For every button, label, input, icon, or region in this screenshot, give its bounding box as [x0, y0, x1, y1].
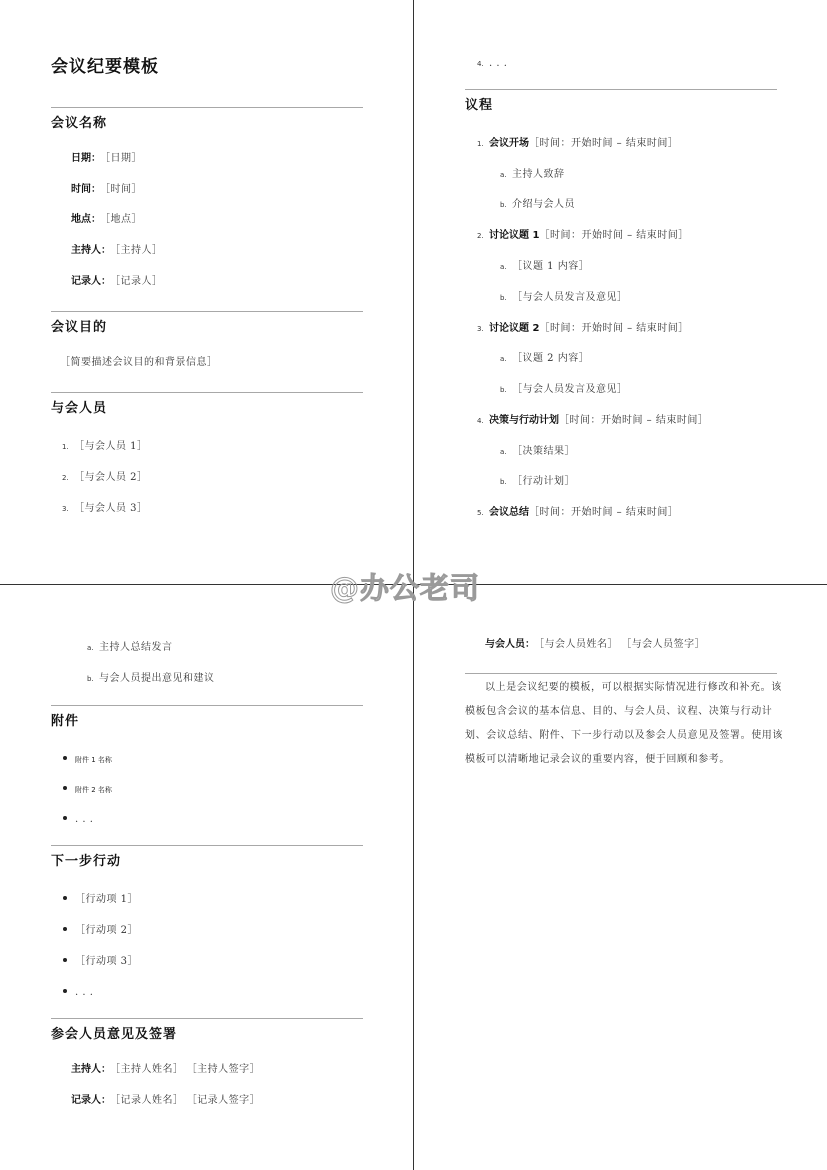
closing-paragraph: 以上是会议纪要的模板，可以根据实际情况进行修改和补充。该模板包含会议的基本信息、目的、与会人员、议程、决策与行动计划、会议总结、附件、下一步行动以及参会人员意见及签署。使用该模板可以清晰地记录会议的重要内容，便于回顾和参考。	[465, 682, 783, 765]
agenda-subitem	[500, 469, 575, 488]
agenda-item	[477, 223, 689, 242]
agenda-subitem	[500, 192, 575, 211]
agenda-sub-letter: b.	[500, 201, 507, 209]
agenda-sub-letter: a.	[500, 263, 507, 271]
agenda-title: 讨论议题 2	[489, 323, 540, 334]
agenda-subitem	[500, 377, 628, 396]
place-value: ［地点］	[105, 214, 142, 225]
bullet-icon	[63, 756, 67, 760]
next-steps-heading: 下一步行动	[51, 854, 122, 869]
agenda-number: 3.	[477, 325, 484, 333]
agenda-sub-text: ［与会人员发言及意见］	[512, 292, 628, 303]
attendee-text: ［与会人员 1］	[74, 441, 148, 452]
host-signature-label: 主持人：	[71, 1064, 111, 1075]
attachment-text: . . .	[75, 814, 94, 825]
host-value: ［主持人］	[115, 245, 163, 256]
agenda-subitem	[500, 254, 589, 273]
list-item	[63, 980, 93, 999]
date-field	[71, 149, 142, 164]
host-name: ［主持人姓名］	[115, 1064, 184, 1075]
recorder-field	[71, 272, 163, 287]
bullet-icon	[63, 927, 67, 931]
action-text: ［行动项 3］	[75, 956, 139, 967]
agenda-title: 决策与行动计划	[489, 415, 559, 426]
place-field	[71, 210, 142, 225]
agenda-sub-text: ［决策结果］	[512, 446, 575, 457]
attachment-text: 附件 2 名称	[75, 786, 112, 794]
host-sign: ［主持人签字］	[186, 1064, 261, 1075]
recorder-label: 记录人：	[71, 276, 111, 287]
agenda-time: ［时间：开始时间 – 结束时间］	[529, 138, 679, 149]
agenda-subitem	[87, 635, 173, 654]
recorder-name: ［记录人姓名］	[115, 1095, 184, 1106]
bullet-icon	[63, 896, 67, 900]
action-text: ［行动项 1］	[75, 894, 139, 905]
host-field	[71, 241, 163, 256]
recorder-signature-row	[71, 1091, 260, 1106]
agenda-time: ［时间：开始时间 – 结束时间］	[559, 415, 709, 426]
time-label: 时间：	[71, 184, 101, 195]
agenda-sub-letter: a.	[500, 171, 507, 179]
attendee-sign: ［与会人员签字］	[621, 639, 706, 650]
section-rule	[465, 673, 777, 674]
list-item	[63, 887, 138, 906]
attendees-heading: 与会人员	[51, 401, 108, 416]
recorder-value: ［记录人］	[115, 276, 163, 287]
place-label: 地点：	[71, 214, 101, 225]
agenda-item	[477, 131, 678, 150]
agenda-sub-text: ［与会人员发言及意见］	[512, 384, 628, 395]
attendee-text: ［与会人员 3］	[74, 503, 148, 514]
host-label: 主持人：	[71, 245, 111, 256]
agenda-time: ［时间：开始时间 – 结束时间］	[539, 323, 689, 334]
agenda-subitem	[500, 162, 565, 181]
list-item	[63, 777, 112, 796]
list-item	[63, 807, 93, 826]
list-item	[63, 949, 138, 968]
section-rule	[51, 311, 363, 312]
agenda-time: ［时间：开始时间 – 结束时间］	[539, 230, 689, 241]
attendee-signature-label: 与会人员：	[485, 639, 535, 650]
agenda-sub-letter: b.	[500, 478, 507, 486]
section-rule	[51, 1018, 363, 1019]
time-field	[71, 180, 142, 195]
agenda-sub-letter: a.	[87, 644, 94, 652]
agenda-sub-text: 主持人致辞	[512, 169, 565, 180]
host-signature-row	[71, 1060, 260, 1075]
agenda-sub-letter: b.	[87, 675, 94, 683]
agenda-item	[477, 500, 678, 519]
action-text: . . .	[75, 987, 94, 998]
agenda-sub-text: 介绍与会人员	[512, 199, 575, 210]
list-number: 1.	[62, 443, 69, 451]
attendee-text: ［与会人员 2］	[74, 472, 148, 483]
action-text: ［行动项 2］	[75, 925, 139, 936]
list-number: 3.	[62, 505, 69, 513]
agenda-title: 会议开场	[489, 138, 529, 149]
agenda-sub-letter: a.	[500, 355, 507, 363]
agenda-item	[477, 408, 708, 427]
list-item	[62, 465, 148, 484]
agenda-number: 4.	[477, 417, 484, 425]
attachment-text: 附件 1 名称	[75, 756, 112, 764]
agenda-sub-text: ［议题 1 内容］	[512, 261, 590, 272]
recorder-signature-label: 记录人：	[71, 1095, 111, 1106]
bullet-icon	[63, 989, 67, 993]
agenda-subitem	[500, 285, 628, 304]
agenda-title: 会议总结	[489, 507, 529, 518]
agenda-heading: 议程	[465, 98, 494, 113]
doc-title: 会议纪要模板	[51, 57, 159, 77]
recorder-sign: ［记录人签字］	[186, 1095, 261, 1106]
list-item	[62, 496, 148, 515]
list-number: 4.	[477, 60, 484, 68]
agenda-number: 2.	[477, 232, 484, 240]
attachments-heading: 附件	[51, 714, 80, 729]
bullet-icon	[63, 786, 67, 790]
list-item	[63, 747, 112, 766]
attendee-signature-row	[485, 635, 705, 650]
list-item	[63, 918, 138, 937]
agenda-subitem	[87, 666, 215, 685]
time-value: ［时间］	[105, 184, 142, 195]
date-value: ［日期］	[105, 153, 142, 164]
list-item	[62, 434, 148, 453]
agenda-subitem	[500, 346, 589, 365]
purpose-text: ［简要描述会议目的和背景信息］	[60, 357, 218, 368]
attendee-name: ［与会人员姓名］	[539, 639, 618, 650]
agenda-sub-letter: a.	[500, 448, 507, 456]
agenda-sub-text: ［议题 2 内容］	[512, 353, 590, 364]
list-number: 2.	[62, 474, 69, 482]
section-rule	[51, 705, 363, 706]
section-rule	[51, 107, 363, 108]
bullet-icon	[63, 958, 67, 962]
section-rule	[465, 89, 777, 90]
agenda-sub-text: 与会人员提出意见和建议	[99, 673, 215, 684]
purpose-heading: 会议目的	[51, 320, 108, 335]
section-rule	[51, 845, 363, 846]
agenda-time: ［时间：开始时间 – 结束时间］	[529, 507, 679, 518]
bullet-icon	[63, 816, 67, 820]
section-rule	[51, 392, 363, 393]
agenda-sub-text: 主持人总结发言	[99, 642, 173, 653]
meeting-name-heading: 会议名称	[51, 116, 108, 131]
agenda-number: 5.	[477, 509, 484, 517]
agenda-sub-letter: b.	[500, 386, 507, 394]
list-item	[477, 51, 507, 70]
date-label: 日期：	[71, 153, 101, 164]
watermark: @办公老司	[330, 571, 481, 605]
agenda-item	[477, 316, 689, 335]
agenda-sub-letter: b.	[500, 294, 507, 302]
signatures-heading: 参会人员意见及签署	[51, 1027, 178, 1042]
agenda-title: 讨论议题 1	[489, 230, 540, 241]
attendee-text: . . .	[489, 58, 508, 69]
agenda-subitem	[500, 439, 575, 458]
agenda-sub-text: ［行动计划］	[512, 476, 575, 487]
agenda-number: 1.	[477, 140, 484, 148]
